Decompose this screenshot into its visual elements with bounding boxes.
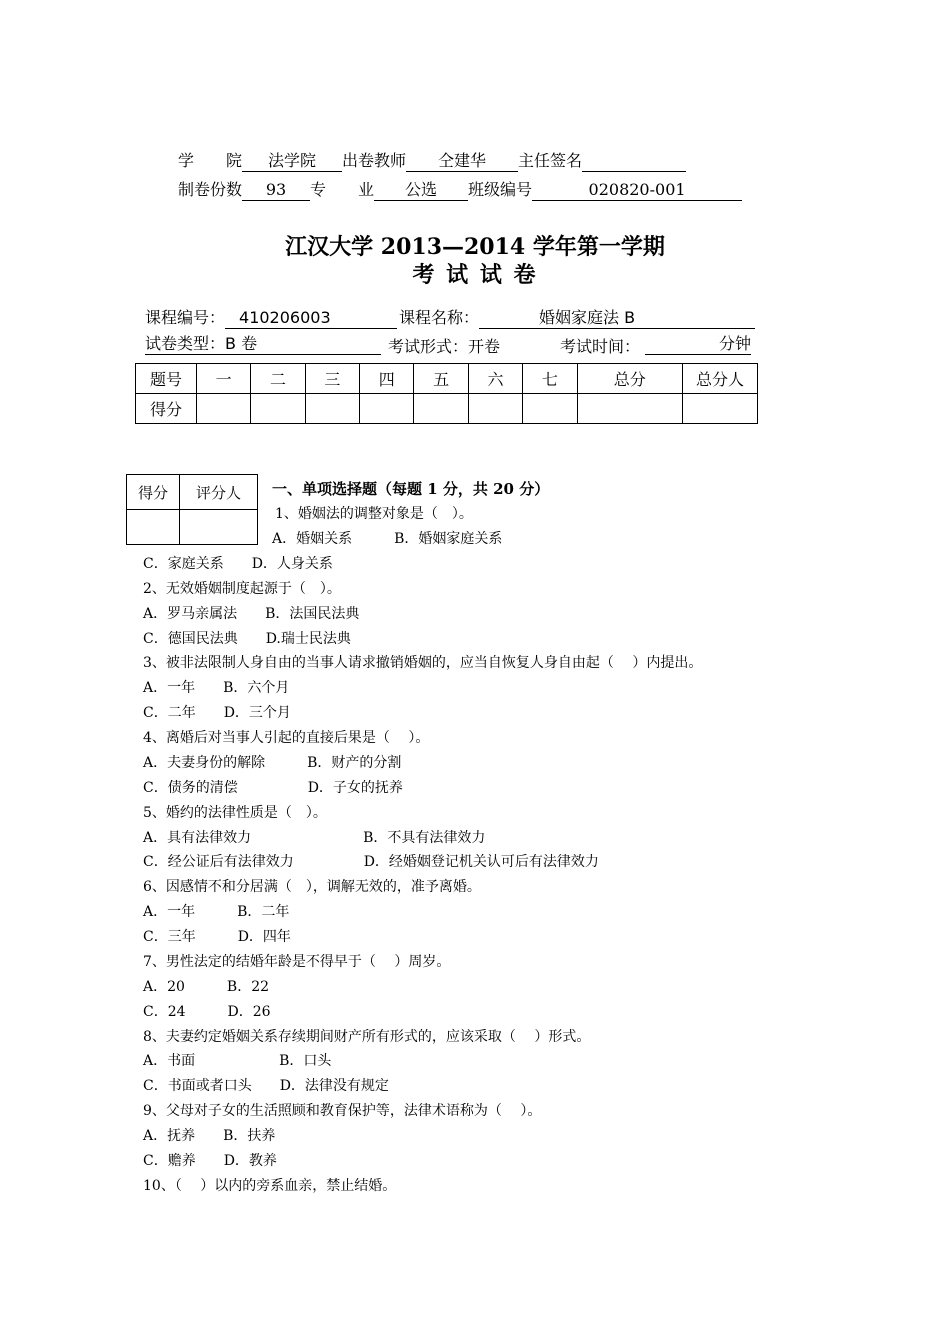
course-code-label: 课程编号：	[145, 308, 226, 327]
course-name-value: 婚姻家庭法 B	[479, 308, 755, 329]
copies-label: 制卷份数	[178, 180, 243, 199]
score-header-cell: 七	[523, 364, 577, 394]
course-name-label: 课程名称：	[399, 308, 480, 327]
question-line: A．抚养 B．扶养	[143, 1128, 276, 1144]
exam-time-unit: 分钟	[645, 334, 751, 355]
score-header-cell: 总分	[577, 364, 682, 394]
score-header-cell: 一	[197, 364, 251, 394]
score-header-cell: 四	[360, 364, 414, 394]
score-header-cell: 三	[305, 364, 359, 394]
question-line: A．书面 B．口头	[143, 1053, 332, 1069]
question-line: 2、无效婚姻制度起源于（ ）。	[143, 581, 341, 597]
score-header-cell: 六	[468, 364, 522, 394]
question-line: A．夫妻身份的解除 B．财产的分割	[143, 755, 402, 771]
question-line: 9、父母对子女的生活照顾和教育保护等，法律术语称为（ ）。	[143, 1103, 542, 1119]
question-line: C．书面或者口头 D．法律没有规定	[143, 1078, 389, 1094]
copies-value: 93	[242, 180, 310, 201]
score-cell[interactable]	[577, 394, 682, 424]
major-label: 专 业	[310, 180, 375, 199]
question-line: A．20 B．22	[143, 979, 270, 995]
college-label: 学 院	[178, 151, 243, 170]
grader-box	[126, 474, 258, 545]
score-cell[interactable]	[468, 394, 522, 424]
score-cell[interactable]	[197, 394, 251, 424]
exam-subtitle: 考 试 试 卷	[412, 262, 538, 288]
course-code-value: 410206003	[225, 308, 397, 329]
score-header-cell: 题号	[136, 364, 197, 394]
teacher-value: 仝建华	[406, 151, 518, 172]
score-cell[interactable]	[305, 394, 359, 424]
question-line: C．二年 D．三个月	[143, 705, 291, 721]
class-label: 班级编号	[468, 180, 533, 199]
score-table-header-row	[136, 364, 758, 394]
major-value: 公选	[374, 180, 468, 201]
question-line: 10、（ ）以内的旁系血亲，禁止结婚。	[143, 1178, 397, 1194]
score-row-label: 得分	[136, 394, 197, 424]
question-line: C．德国民法典 D.瑞士民法典	[143, 631, 351, 647]
question-line: 4、离婚后对当事人引起的直接后果是（ ）。	[143, 730, 430, 746]
question-line: C．24 D．26	[143, 1004, 271, 1020]
score-header-cell: 五	[414, 364, 468, 394]
course-line-1	[145, 305, 755, 329]
exam-time-label: 考试时间：	[560, 337, 641, 356]
exam-title: 江汉大学 2013—2014 学年第一学期	[285, 234, 665, 260]
exam-form: 考试形式：开卷	[388, 337, 501, 356]
grader-name-cell[interactable]	[180, 510, 258, 545]
director-label: 主任签名	[518, 151, 583, 170]
college-value: 法学院	[242, 151, 342, 172]
course-line-2	[145, 334, 755, 358]
score-header-cell: 二	[251, 364, 305, 394]
question-line: 1、婚姻法的调整对象是（ ）。	[275, 506, 473, 522]
question-line: 3、被非法限制人身自由的当事人请求撤销婚姻的，应当自恢复人身自由起（ ）内提出。	[143, 655, 703, 671]
score-cell[interactable]	[360, 394, 414, 424]
question-line: C．三年 D．四年	[143, 929, 291, 945]
section-title: 一、单项选择题（每题 1 分，共 20 分）	[272, 480, 550, 498]
question-line: C．赡养 D．教养	[143, 1153, 277, 1169]
question-line: 8、夫妻约定婚姻关系存续期间财产所有形式的，应该采取（ ）形式。	[143, 1029, 591, 1045]
question-line: A．具有法律效力 B．不具有法律效力	[143, 830, 486, 846]
grader-score-cell[interactable]	[127, 510, 180, 545]
header-line-2	[178, 177, 742, 201]
score-cell[interactable]	[251, 394, 305, 424]
grader-score-label: 得分	[127, 475, 180, 510]
score-cell[interactable]	[414, 394, 468, 424]
question-line: C．经公证后有法律效力 D．经婚姻登记机关认可后有法律效力	[143, 854, 599, 870]
score-table-score-row	[136, 394, 758, 424]
question-line: 7、男性法定的结婚年龄是不得早于（ ）周岁。	[143, 954, 451, 970]
teacher-label: 出卷教师	[342, 151, 407, 170]
question-line: A．婚姻关系 B．婚姻家庭关系	[272, 531, 503, 547]
question-line: A．一年 B．二年	[143, 904, 290, 920]
question-line: 6、因感情不和分居满（ ），调解无效的，准予离婚。	[143, 879, 481, 895]
director-value	[582, 151, 686, 172]
score-cell[interactable]	[523, 394, 577, 424]
question-line: A．罗马亲属法 B．法国民法典	[143, 606, 360, 622]
class-value: 020820-001	[532, 180, 742, 201]
grader-name-label: 评分人	[180, 475, 258, 510]
header-line-1	[178, 148, 686, 172]
question-line: 5、婚约的法律性质是（ ）。	[143, 805, 327, 821]
score-table	[135, 363, 758, 424]
score-cell[interactable]	[683, 394, 758, 424]
score-header-cell: 总分人	[683, 364, 758, 394]
question-line: C．家庭关系 D．人身关系	[143, 556, 333, 572]
question-line: C．债务的清偿 D．子女的抚养	[143, 780, 403, 796]
question-line: A．一年 B．六个月	[143, 680, 290, 696]
exam-type: 试卷类型：B 卷	[145, 334, 381, 355]
